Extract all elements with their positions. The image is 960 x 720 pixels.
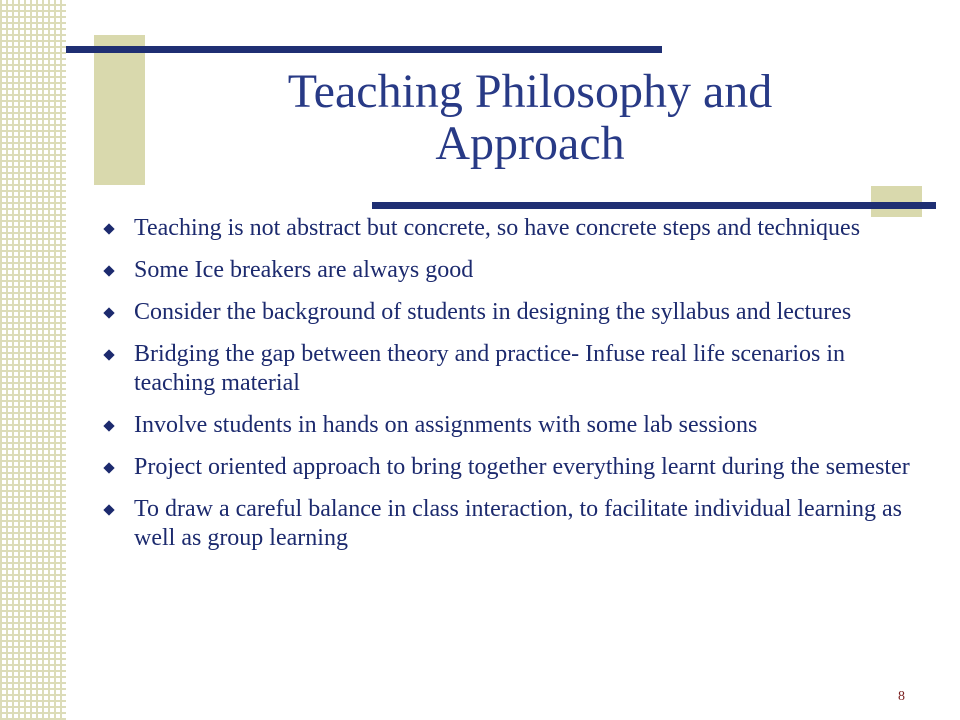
bullet-item xyxy=(102,256,922,285)
bullet-item xyxy=(102,214,922,243)
diamond-bullet-icon xyxy=(103,462,114,473)
slide-title: Teaching Philosophy and Approach xyxy=(287,65,773,170)
decorative-line-middle xyxy=(372,202,936,209)
bullet-text: Teaching is not abstract but concrete, so have concrete steps and techniques xyxy=(134,215,861,241)
bullet-text: To draw a careful balance in class interaction, to facilitate individual learning as well as group learning xyxy=(134,496,902,551)
bullet-item xyxy=(102,495,922,553)
diamond-bullet-icon xyxy=(103,504,114,515)
diamond-bullet-icon xyxy=(103,265,114,276)
diamond-bullet-icon xyxy=(103,349,114,360)
diamond-bullet-icon xyxy=(103,223,114,234)
bullet-item xyxy=(102,340,922,398)
decorative-line-top xyxy=(66,46,662,53)
bullet-text: Consider the background of students in designing the syllabus and lectures xyxy=(134,299,852,325)
left-grid-pattern xyxy=(0,0,66,720)
bullet-item xyxy=(102,411,922,440)
diamond-bullet-icon xyxy=(103,420,114,431)
bullet-item xyxy=(102,298,922,327)
page-number: 8 xyxy=(898,689,905,704)
bullet-text: Project oriented approach to bring together everything learnt during the semester xyxy=(134,454,910,480)
decorative-box-left xyxy=(94,35,145,185)
bullet-text: Bridging the gap between theory and practice- Infuse real life scenarios in teaching material xyxy=(134,341,846,396)
diamond-bullet-icon xyxy=(103,307,114,318)
bullet-item xyxy=(102,453,922,482)
bullet-text: Some Ice breakers are always good xyxy=(134,257,474,283)
bullet-list xyxy=(102,214,922,553)
bullet-text: Involve students in hands on assignments with some lab sessions xyxy=(134,412,758,438)
